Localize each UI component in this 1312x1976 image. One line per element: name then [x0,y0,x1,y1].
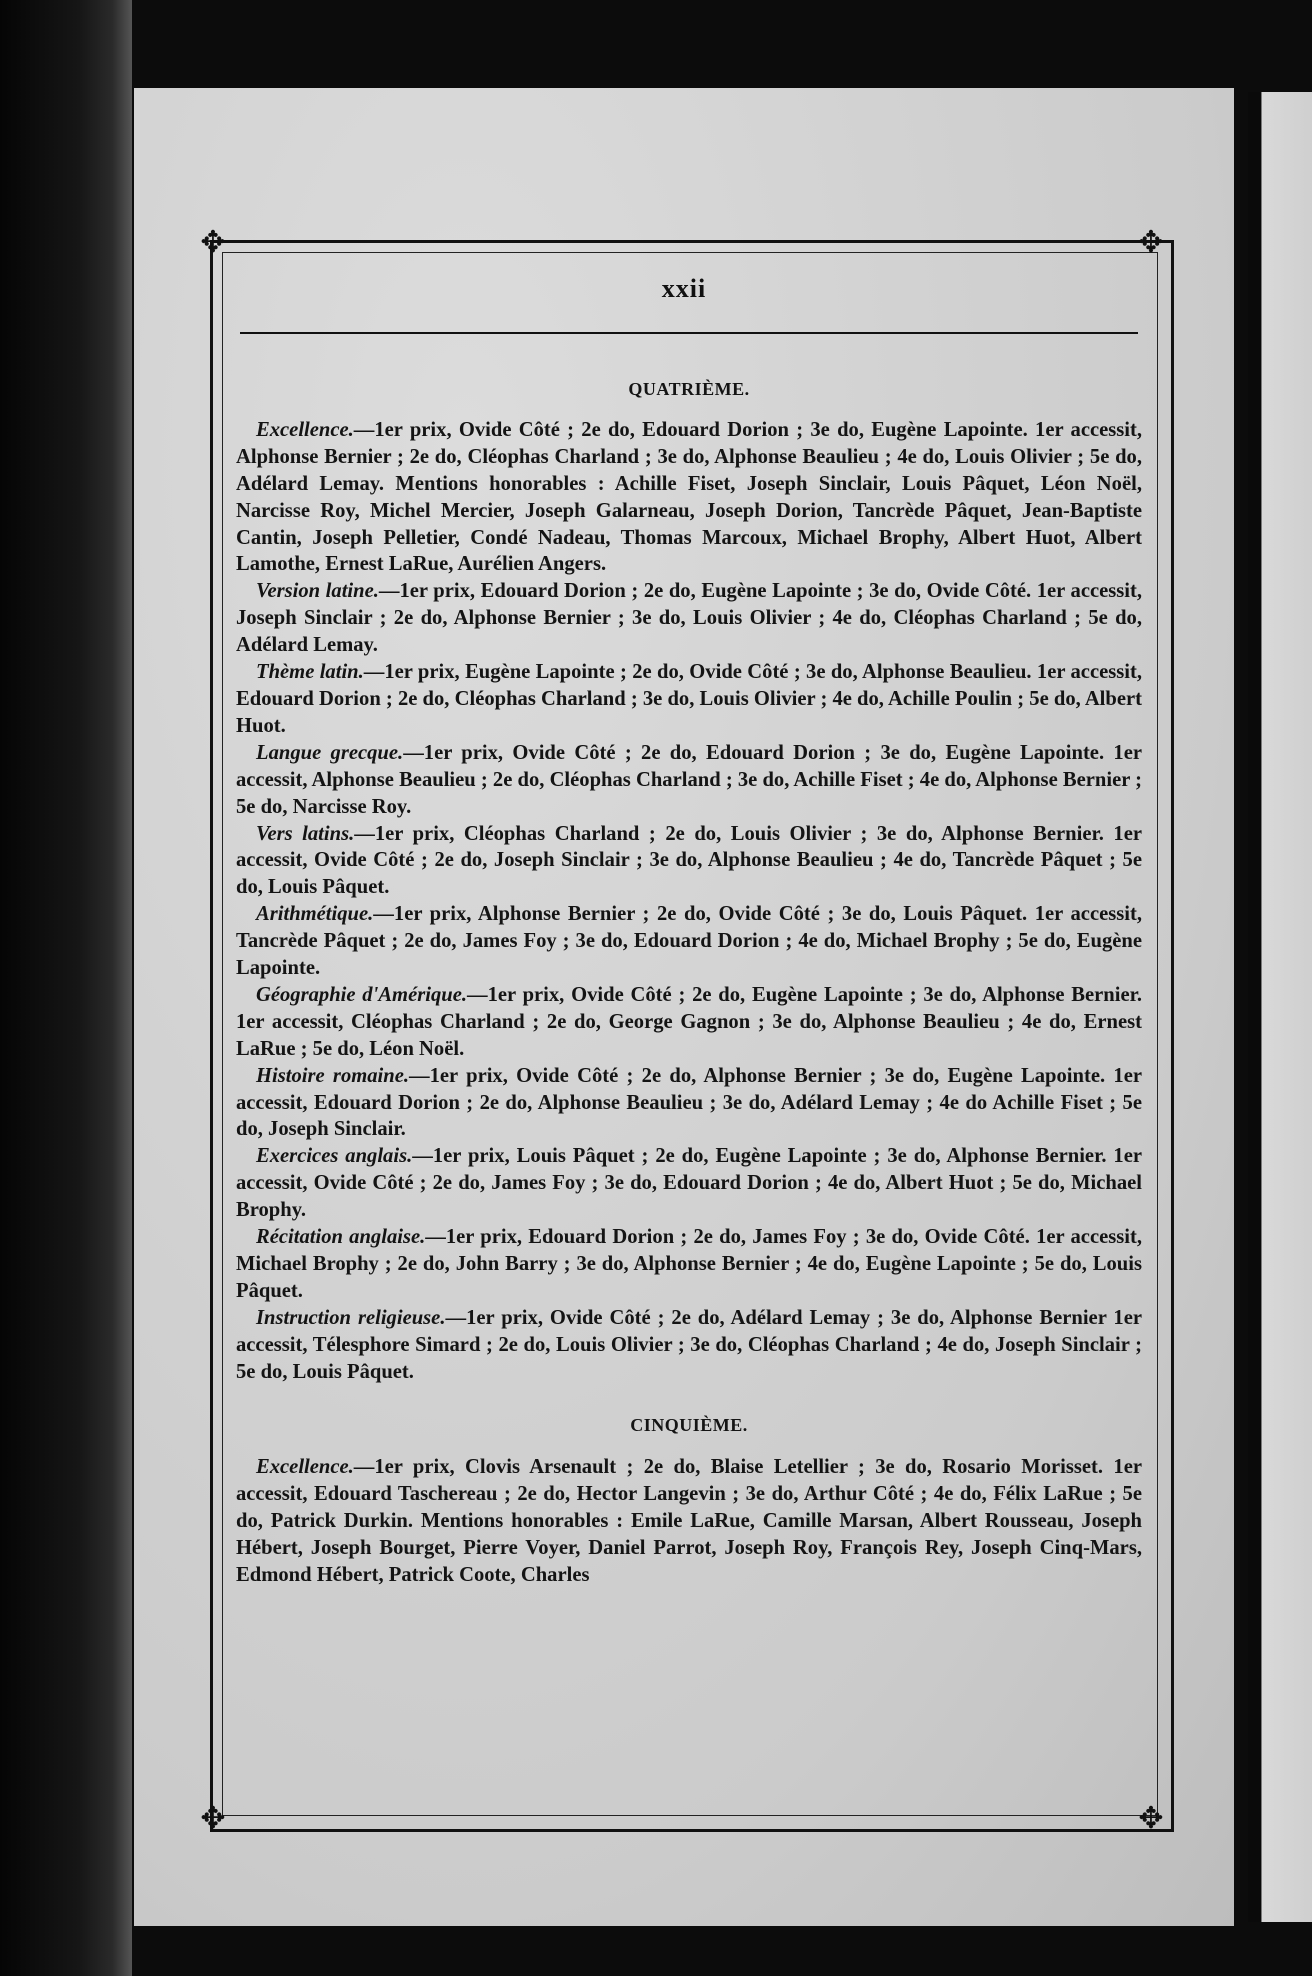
prize-entry [236,982,1142,1063]
prize-entry [236,1224,1142,1305]
prize-category: Géographie d'Amérique. [256,983,467,1006]
prize-category: Récitation anglaise. [256,1226,426,1249]
prize-entry [236,1063,1142,1144]
prize-text: —1er prix, Louis Pâquet ; 2e do, Eugène Lapointe ; 3e do, Alphonse Bernier. 1er accessit, Ovide Côté ; 2e do, James Foy ; 3e do, Edouard Dorion ; 4e do, Albert Huot ; 5e do, Michael Brophy. [236,1145,1142,1222]
corner-ornament-icon: ✥ [200,1801,226,1836]
book-binding-edge [0,0,132,1976]
section-heading-quatrieme: QUATRIÈME. [628,379,750,399]
prize-entry [236,417,1142,578]
corner-ornament-icon: ✥ [1138,1801,1164,1836]
prize-entry [236,740,1142,821]
corner-ornament-icon: ✥ [1138,225,1164,260]
prize-text: —1er prix, Ovide Côté ; 2e do, Edouard Dorion ; 3e do, Eugène Lapointe. 1er accessit, Alphonse Beaulieu ; 2e do, Cléophas Charland ; 3e do, Achille Fiset ; 4e do, Alphonse Bernier ; 5e do, Narcisse Roy. [236,741,1143,818]
prize-text: —1er prix, Alphonse Bernier ; 2e do, Ovide Côté ; 3e do, Louis Pâquet. 1er accessit, Tancrède Pâquet ; 2e do, James Foy ; 3e do, Edouard Dorion ; 4e do, Michael Brophy ; 5e do, Eugène Lapointe. [236,903,1142,980]
adjacent-page-strip [1248,92,1312,1922]
prize-entry [236,901,1142,982]
corner-ornament-icon: ✥ [200,225,226,260]
section-heading-cinquieme: CINQUIÈME. [630,1414,748,1435]
prize-text: —1er prix, Edouard Dorion ; 2e do, James Foy ; 3e do, Ovide Côté. 1er accessit, Michael Brophy ; 2e do, John Barry ; 3e do, Alphonse Bernier ; 4e do, Eugène Lapointe ; 5e do, Louis Pâquet. [236,1226,1142,1302]
prize-text: —1er prix, Ovide Côté ; 2e do, Alphonse Bernier ; 3e do, Eugène Lapointe. 1er accessit, Edouard Dorion ; 2e do, Alphonse Beaulieu ; 3e do, Adélard Lemay ; 4e do Achille Fiset ; 5e do, Joseph Sinclair. [236,1064,1142,1141]
prize-text: —1er prix, Eugène Lapointe ; 2e do, Ovide Côté ; 3e do, Alphonse Beaulieu. 1er accessit, Edouard Dorion ; 2e do, Cléophas Charland ; 3e do, Louis Olivier ; 4e do, Achille Poulin ; 5e do, Albert Huot. [236,661,1142,737]
prize-category: Exercices anglais. [256,1145,413,1168]
prize-entry [236,659,1142,740]
prize-text: —1er prix, Edouard Dorion ; 2e do, Eugène Lapointe ; 3e do, Ovide Côté. 1er accessit, Joseph Sinclair ; 2e do, Alphonse Bernier ; 3e do, Louis Olivier ; 4e do, Cléophas Charland ; 5e do, Adélard Lemay. [236,580,1142,657]
prize-category: Instruction religieuse. [256,1306,446,1329]
prize-category: Histoire romaine. [256,1064,410,1087]
prize-category: Excellence. [256,418,354,441]
prize-entry [236,1454,1142,1589]
prize-category: Langue grecque. [256,741,404,764]
page-number: xxii [661,274,707,303]
prize-entry [236,1305,1142,1386]
prize-entry [236,578,1142,659]
prize-text: —1er prix, Clovis Arsenault ; 2e do, Blaise Letellier ; 3e do, Rosario Morisset. 1er accessit, Edouard Taschereau ; 2e do, Hector Langevin ; 3e do, Arthur Côté ; 4e do, Félix LaRue ; 5e do, Patrick Durkin. Mentions honorables : Emile LaRue, Camille Marsan, Albert Rousseau, Joseph Hébert, Joseph Bourget, Pierre Voyer, Daniel Parrot, Joseph Roy, François Rey, Joseph Cinq-Mars, Edmond Hébert, Patrick Coote, Charles [236,1456,1142,1587]
prize-category: Thème latin. [256,661,364,684]
prize-text: —1er prix, Ovide Côté ; 2e do, Adélard Lemay ; 3e do, Alphonse Bernier 1er accessit, Télesphore Simard ; 2e do, Louis Olivier ; 3e do, Cléophas Charland ; 4e do, Joseph Sinclair ; 5e do, Louis Pâquet. [236,1306,1142,1383]
prize-entry [236,1143,1142,1224]
prize-text: —1er prix, Ovide Côté ; 2e do, Eugène Lapointe ; 3e do, Alphonse Bernier. 1er accessit, Cléophas Charland ; 2e do, George Gagnon ; 3e do, Alphonse Beaulieu ; 4e do, Ernest LaRue ; 5e do, Léon Noël. [236,983,1142,1060]
page-content [236,376,1142,1589]
prize-entry [236,821,1142,902]
prize-category: Version latine. [256,580,379,603]
book-page [134,88,1234,1926]
prize-text: —1er prix, Ovide Côté ; 2e do, Edouard Dorion ; 3e do, Eugène Lapointe. 1er accessit, Alphonse Bernier ; 2e do, Cléophas Charland ; 3e do, Alphonse Beaulieu ; 4e do, Louis Olivier ; 5e do, Adélard Lemay. Mentions honorables : Achille Fiset, Joseph Sinclair, Louis Pâquet, Léon Noël, Narcisse Roy, Michel Mercier, Joseph Galarneau, Joseph Dorion, Tancrède Pâquet, Jean-Baptiste Cantin, Joseph Pelletier, Condé Nadeau, Thomas Marcoux, Michael Brophy, Albert Huot, Albert Lamothe, Ernest LaRue, Aurélien Angers. [236,418,1142,576]
prize-category: Arithmétique. [256,903,374,926]
prize-text: —1er prix, Cléophas Charland ; 2e do, Louis Olivier ; 3e do, Alphonse Bernier. 1er accessit, Ovide Côté ; 2e do, Joseph Sinclair ; 3e do, Alphonse Beaulieu ; 4e do, Tancrède Pâquet ; 5e do, Louis Pâquet. [236,822,1142,899]
header-rule [240,332,1138,334]
prize-category: Excellence. [256,1456,354,1479]
prize-category: Vers latins. [256,822,355,845]
